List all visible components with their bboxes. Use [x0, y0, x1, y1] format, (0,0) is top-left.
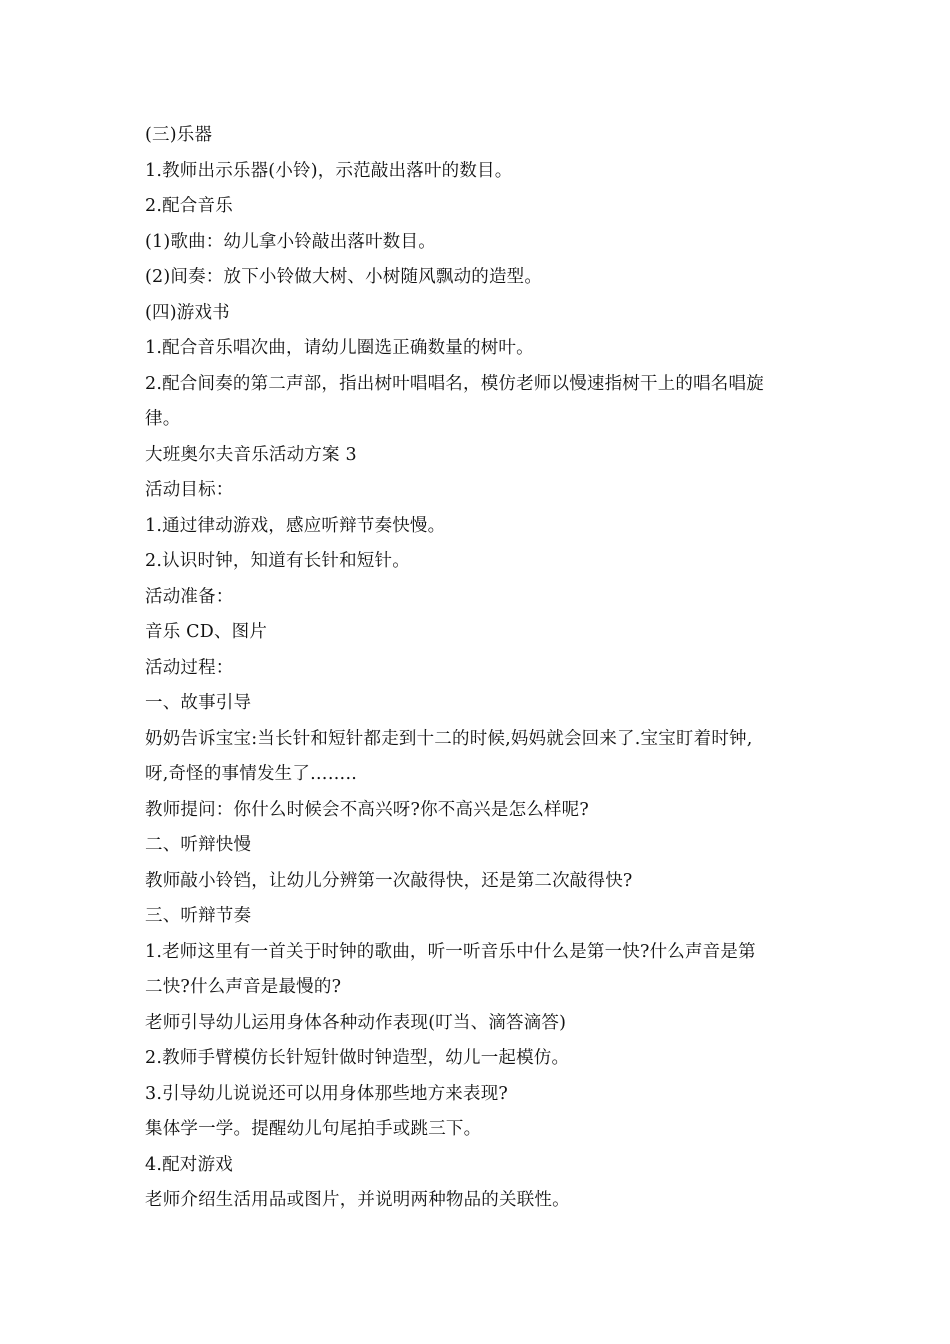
document-body	[145, 118, 815, 1219]
paragraph-line: 2.配合间奏的第二声部，指出树叶唱唱名，模仿老师以慢速指树干上的唱名唱旋	[145, 373, 764, 394]
paragraph-line: 二快?什么声音是最慢的?	[145, 977, 342, 997]
paragraph-line: 奶奶告诉宝宝:当长针和短针都走到十二的时候,妈妈就会回来了.宝宝盯着时钟,	[145, 728, 753, 749]
paragraph-line: 1.教师出示乐器(小铃)，示范敲出落叶的数目。	[145, 160, 513, 181]
section-heading-speed: 二、听辩快慢	[145, 835, 252, 855]
paragraph-line: 4.配对游戏	[145, 1154, 233, 1175]
paragraph-line: 老师介绍生活用品或图片，并说明两种物品的关联性。	[145, 1190, 570, 1210]
paragraph-line: 教师敲小铃铛，让幼儿分辨第一次敲得快，还是第二次敲得快?	[145, 870, 633, 891]
section-heading-instruments: (三)乐器	[145, 125, 213, 145]
section-heading-game-book: (四)游戏书	[145, 302, 230, 323]
section-heading-goals: 活动目标：	[145, 480, 234, 500]
section-heading-story: 一、故事引导	[145, 693, 252, 713]
paragraph-line: 老师引导幼儿运用身体各种动作表现(叮当、滴答滴答)	[145, 1012, 567, 1033]
section-heading-preparation: 活动准备：	[145, 586, 234, 607]
paragraph-line: 2.教师手臂模仿长针短针做时钟造型，幼儿一起模仿。	[145, 1048, 570, 1068]
section-heading-rhythm: 三、听辩节奏	[145, 906, 252, 926]
paragraph-line: 音乐 CD、图片	[145, 622, 268, 642]
paragraph-line: 1.配合音乐唱次曲，请幼儿圈选正确数量的树叶。	[145, 338, 534, 358]
paragraph-line: 集体学一学。提醒幼儿句尾拍手或跳三下。	[145, 1119, 482, 1139]
paragraph-line: (2)间奏：放下小铃做大树、小树随风飘动的造型。	[145, 267, 543, 287]
section-heading-process: 活动过程：	[145, 657, 234, 678]
paragraph-line: 2.配合音乐	[145, 196, 233, 216]
paragraph-line: 1.老师这里有一首关于时钟的歌曲，听一听音乐中什么是第一快?什么声音是第	[145, 941, 756, 962]
paragraph-line: (1)歌曲：幼儿拿小铃敲出落叶数目。	[145, 231, 436, 252]
paragraph-line: 1.通过律动游戏，感应听辩节奏快慢。	[145, 515, 446, 536]
paragraph-line: 教师提问：你什么时候会不高兴呀?你不高兴是怎么样呢?	[145, 799, 589, 820]
paragraph-line: 律。	[145, 409, 181, 429]
plan-title: 大班奥尔夫音乐活动方案 3	[145, 444, 357, 465]
paragraph-line: 2.认识时钟，知道有长针和短针。	[145, 551, 410, 571]
paragraph-line: 3.引导幼儿说说还可以用身体那些地方来表现?	[145, 1083, 508, 1104]
paragraph-line: 呀,奇怪的事情发生了……..	[145, 764, 357, 784]
